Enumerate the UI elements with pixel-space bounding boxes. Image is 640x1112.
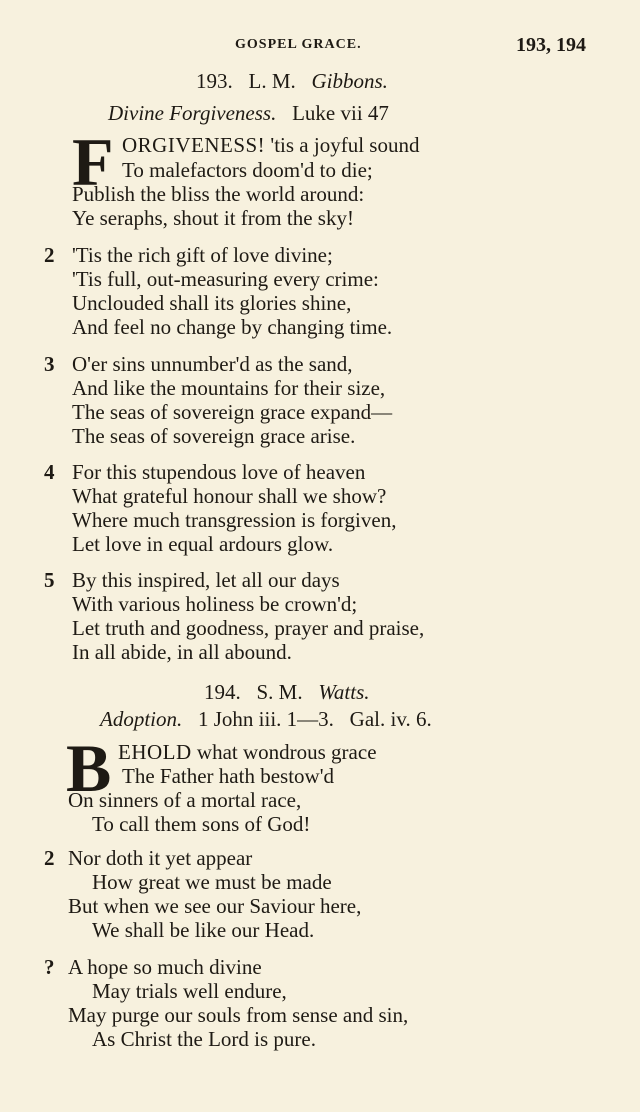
scripture-reference: Luke vii 47	[292, 101, 389, 125]
verse-line: Ye seraphs, shout it from the sky!	[72, 206, 354, 230]
hymn-author: Gibbons.	[311, 69, 388, 93]
verse-line: What grateful honour shall we show?	[72, 484, 387, 508]
verse-line: With various holiness be crown'd;	[72, 592, 358, 616]
verse-line: Nor doth it yet appear	[68, 846, 253, 870]
first-word: ORGIVENESS!	[122, 133, 266, 157]
verse-line: And feel no change by changing time.	[72, 315, 393, 339]
verse-line: The seas of sovereign grace arise.	[72, 424, 356, 448]
verse-line	[118, 740, 377, 765]
hymn-topic: Adoption.	[100, 707, 183, 731]
verse-line: May purge our souls from sense and sin,	[68, 1003, 409, 1027]
verse-line: On sinners of a mortal race,	[68, 788, 302, 812]
verse-line: Publish the bliss the world around:	[72, 182, 365, 206]
verse-line: 'Tis full, out-measuring every crime:	[72, 267, 379, 291]
verse-line: How great we must be made	[92, 870, 332, 894]
hymn-number: 193.	[196, 69, 233, 93]
verse-line: May trials well endure,	[92, 979, 287, 1003]
verse-line: For this stupendous love of heaven	[72, 460, 366, 484]
hymn-heading	[196, 69, 388, 94]
scripture-reference: 1 John iii. 1—3. Gal. iv. 6.	[198, 707, 432, 731]
hymn-topic: Divine Forgiveness.	[108, 101, 277, 125]
page-hymn-numbers: 193, 194	[516, 34, 586, 56]
drop-cap: F	[72, 124, 114, 200]
drop-cap: B	[66, 730, 112, 806]
verse-line: As Christ the Lord is pure.	[92, 1027, 316, 1051]
hymn-meter: S. M.	[256, 680, 303, 704]
verse-line: Unclouded shall its glories shine,	[72, 291, 352, 315]
verse-line: 'Tis the rich gift of love divine;	[72, 243, 333, 267]
verse-line: Let truth and goodness, prayer and praise,	[72, 616, 425, 640]
stanza-number: ?	[44, 955, 55, 979]
verse-line: In all abide, in all abound.	[72, 640, 292, 664]
stanza-number: 5	[44, 568, 55, 592]
verse-line: The Father hath bestow'd	[122, 764, 334, 788]
verse-line: Let love in equal ardours glow.	[72, 532, 334, 556]
verse-line: To malefactors doom'd to die;	[122, 158, 373, 182]
hymn-meter: L. M.	[248, 69, 296, 93]
running-header: GOSPEL GRACE.	[235, 37, 362, 52]
verse-line: By this inspired, let all our days	[72, 568, 340, 592]
hymn-author: Watts.	[318, 680, 370, 704]
verse-line: We shall be like our Head.	[92, 918, 315, 942]
first-line-text: 'tis a joyful sound	[270, 133, 420, 157]
verse-line: But when we see our Saviour here,	[68, 894, 362, 918]
hymn-subtitle	[100, 707, 432, 732]
verse-line: A hope so much divine	[68, 955, 262, 979]
verse-line	[122, 133, 419, 158]
verse-line: And like the mountains for their size,	[72, 376, 386, 400]
first-word: EHOLD	[118, 740, 192, 764]
hymn-subtitle	[108, 101, 389, 126]
hymn-heading	[204, 680, 370, 705]
verse-line: The seas of sovereign grace expand—	[72, 400, 393, 424]
hymn-number: 194.	[204, 680, 241, 704]
stanza-number: 3	[44, 352, 55, 376]
stanza-number: 4	[44, 460, 55, 484]
verse-line: Where much transgression is forgiven,	[72, 508, 397, 532]
verse-line: O'er sins unnumber'd as the sand,	[72, 352, 353, 376]
first-line-text: what wondrous grace	[196, 740, 377, 764]
verse-line: To call them sons of God!	[92, 812, 311, 836]
stanza-number: 2	[44, 243, 55, 267]
stanza-number: 2	[44, 846, 55, 870]
